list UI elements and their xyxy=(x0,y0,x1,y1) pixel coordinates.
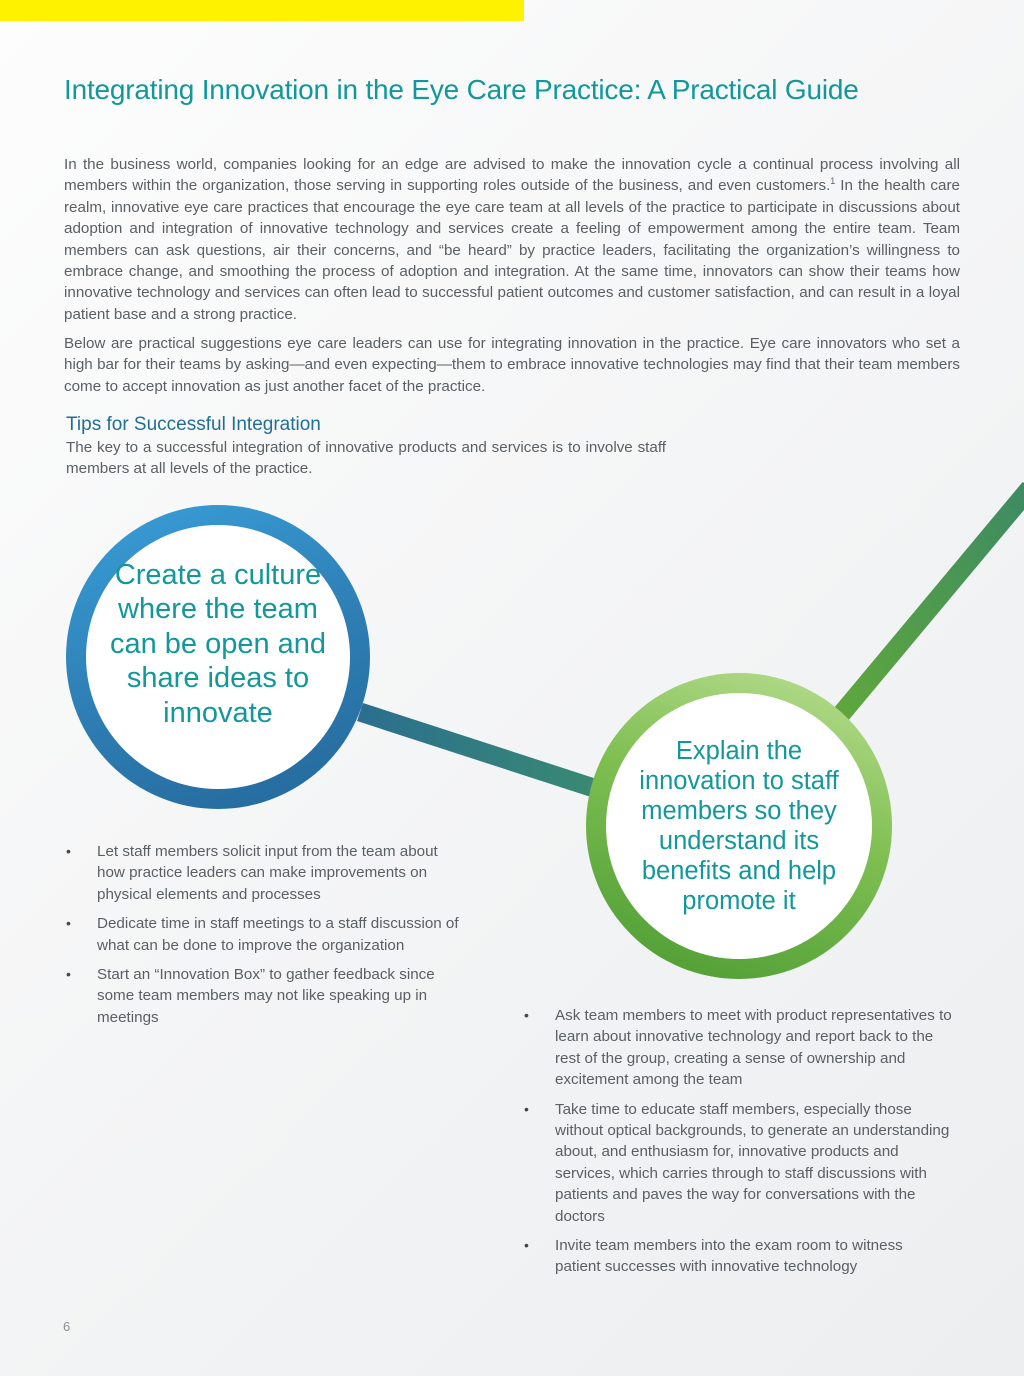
bullet-icon: • xyxy=(66,966,71,983)
footnote-reference: 1 xyxy=(830,176,836,187)
culture-circle xyxy=(66,505,370,809)
connector-line-left xyxy=(360,712,600,790)
page-number: 6 xyxy=(63,1319,71,1334)
list-item xyxy=(522,1099,952,1227)
tips-intro: The key to a successful integration of innovative products and services is to involve staff members at all levels of the practice. xyxy=(66,439,666,478)
explain-circle-text: Explain the innovation to staff members so they understand its benefits and help promote it xyxy=(639,737,839,915)
list-item xyxy=(64,964,464,1028)
intro-paragraph-1-part-b: In the health care realm, innovative eye care practices that encourage the eye care team at all levels of the practice to participate in discussions about adoption and integration of innovative technology and services create a feeling of empowerment among the entire team. Team members can ask questions, air their concerns, and “be heard” by practice leaders, facilitating the organization’s willingness to embrace change, and smoothing the process of adoption and integration. At the same time, innovators can show their teams how innovative technology and services can often lead to successful patient outcomes and customer satisfaction, and can result in a loyal patient base and a strong practice. xyxy=(64,177,960,323)
list-item xyxy=(522,1005,952,1091)
bullet-icon: • xyxy=(66,843,71,859)
list-item-text: Take time to educate staff members, especially those without optical backgrounds, to generate an understanding about, and enthusiasm for, innovative products and services, which carries through to staff discussions with patients and paves the way for conversations with the doctors xyxy=(555,1100,950,1225)
list-item-text: Start an “Innovation Box” to gather feedback since some team members may not like speaking up in meetings xyxy=(97,966,435,1026)
bullet-icon: • xyxy=(524,1237,529,1254)
connector-line-right xyxy=(838,488,1024,718)
intro-paragraph-1-part-a: In the business world, companies looking for an edge are advised to make the innovation cycle a continual process involving all members within the organization, those serving in supporting roles outside of the business, and even customers. xyxy=(64,156,960,195)
list-item-text: Let staff members solicit input from the team about how practice leaders can make improvements on physical elements and processes xyxy=(97,843,438,903)
list-item-text: Ask team members to meet with product representatives to learn about innovative technology and report back to the rest of the group, creating a sense of ownership and excitement among the team xyxy=(555,1007,952,1089)
culture-circle-text: Create a culture where the team can be open and share ideas to innovate xyxy=(109,558,327,729)
page-title: Integrating Innovation in the Eye Care Practice: A Practical Guide xyxy=(64,74,859,105)
bullet-icon: • xyxy=(524,1100,529,1117)
bullet-icon: • xyxy=(66,915,71,932)
list-item-text: Invite team members into the exam room to witness patient successes with innovative technology xyxy=(555,1237,903,1276)
right-bullet-list xyxy=(522,1005,952,1286)
list-item-text: Dedicate time in staff meetings to a staff discussion of what can be done to improve the organization xyxy=(97,915,459,954)
list-item xyxy=(522,1235,952,1278)
intro-paragraph-2: Below are practical suggestions eye care leaders can use for integrating innovation in the practice. Eye care innovators who set a high bar for their teams by asking—and even expecting—them to embrace innovative technologies may find that their team members come to accept innovation as just another facet of the practice. xyxy=(64,335,960,395)
left-bullet-list xyxy=(64,841,464,1036)
tips-heading: Tips for Successful Integration xyxy=(66,414,321,435)
bullet-icon: • xyxy=(524,1007,529,1023)
list-item xyxy=(64,913,464,956)
explain-circle xyxy=(586,673,892,979)
list-item xyxy=(64,841,464,905)
